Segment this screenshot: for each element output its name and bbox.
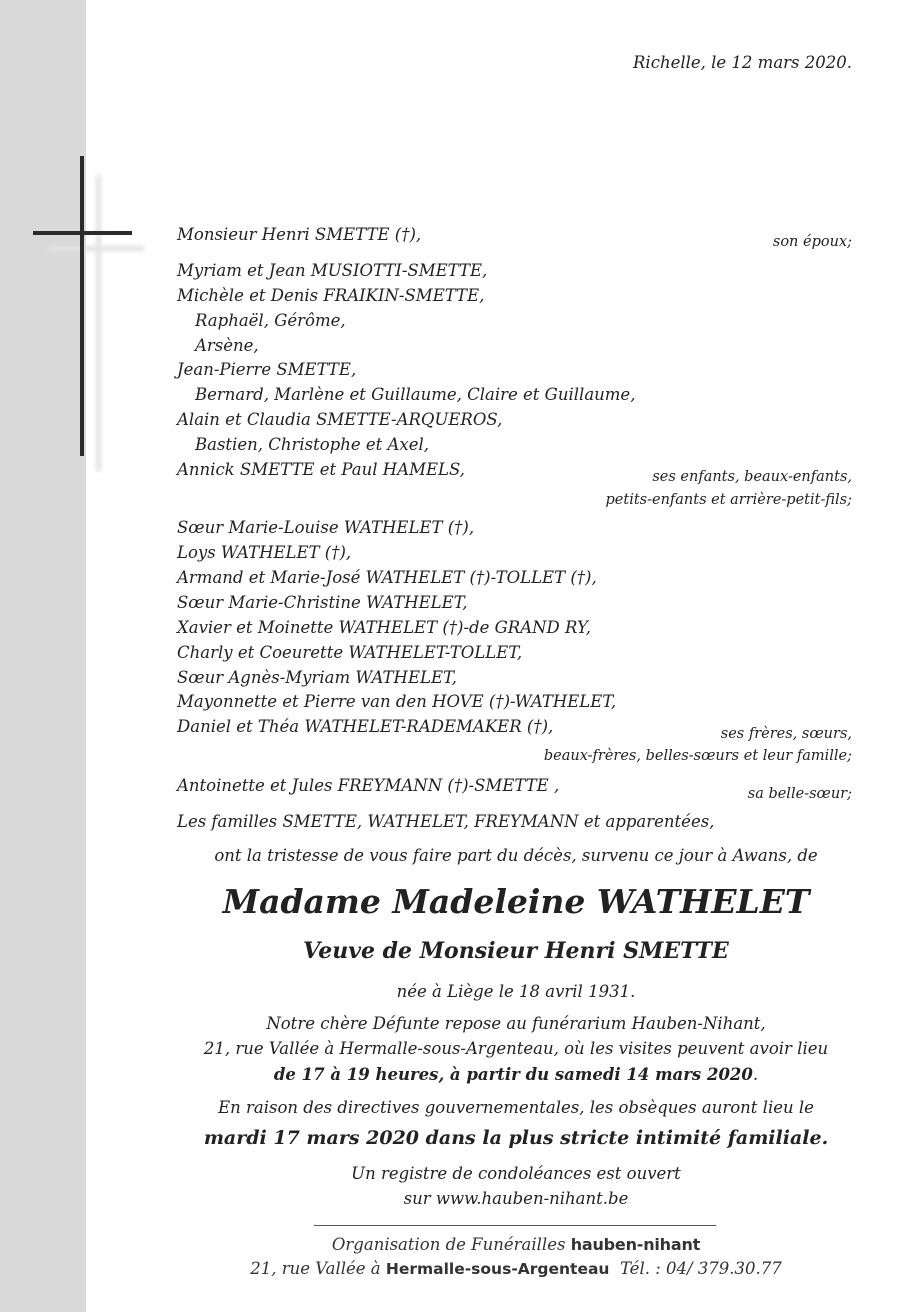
spouse-role: son époux; [772, 234, 852, 250]
address-prefix: 21, rue Vallée à [250, 1259, 381, 1278]
children-role: ses enfants, beaux-enfants, [652, 469, 852, 485]
family-line: Myriam et Jean MUSIOTTI-SMETTE, [177, 261, 488, 280]
visit-hours-bold: de 17 à 19 heures, à partir du samedi 14 mars 2020 [273, 1065, 753, 1084]
family-line: Raphaël, Gérôme, [195, 311, 346, 330]
family-line: Sœur Agnès-Myriam WATHELET, [177, 668, 457, 687]
announcement: ont la tristesse de vous faire part du décès, survenu ce jour à Awans, de [214, 846, 818, 865]
funeral-date: mardi 17 mars 2020 dans la plus stricte intimité familiale. [203, 1127, 829, 1149]
family-line: Loys WATHELET (†), [177, 543, 352, 562]
address-town: Hermalle-sous-Argenteau [385, 1260, 610, 1278]
family-line: Mayonnette et Pierre van den HOVE (†)-WATHELET, [177, 692, 617, 711]
sister-in-law-role: sa belle-sœur; [747, 786, 852, 802]
widow-of: Veuve de Monsieur Henri SMETTE [303, 938, 729, 964]
family-line: Armand et Marie-José WATHELET (†)-TOLLET (†), [177, 568, 597, 587]
condolences-line: Un registre de condoléances est ouvert [351, 1164, 681, 1183]
org-prefix: Organisation de Funérailles [331, 1235, 566, 1254]
deceased-name: Madame Madeleine WATHELET [222, 882, 810, 921]
family-line: Alain et Claudia SMETTE-ARQUEROS, [177, 410, 503, 429]
visit-hours [86, 1065, 918, 1084]
family-line: Daniel et Théa WATHELET-RADEMAKER (†), [177, 717, 554, 736]
footer-address [86, 1259, 918, 1278]
footer-organisation [86, 1235, 918, 1254]
funerarium-line: 21, rue Vallée à Hermalle-sous-Argenteau, où les visites peuvent avoir lieu [203, 1039, 829, 1058]
spouse-name: Monsieur Henri SMETTE (†), [177, 225, 422, 244]
condolences-url[interactable]: sur www.hauben-nihant.be [403, 1189, 629, 1208]
siblings-role: ses frères, sœurs, [720, 726, 852, 742]
family-line: Arsène, [195, 336, 259, 355]
family-line: Michèle et Denis FRAIKIN-SMETTE, [177, 286, 485, 305]
family-line: Xavier et Moinette WATHELET (†)-de GRAND RY, [177, 618, 591, 637]
footer-divider [314, 1225, 716, 1226]
family-line: Jean-Pierre SMETTE, [177, 360, 357, 379]
family-line: Sœur Marie-Louise WATHELET (†), [177, 518, 475, 537]
family-line: Sœur Marie-Christine WATHELET, [177, 593, 468, 612]
siblings-role: beaux-frères, belles-sœurs et leur famille; [543, 748, 852, 764]
families-line: Les familles SMETTE, WATHELET, FREYMANN et apparentées, [177, 812, 715, 831]
sidebar-band [0, 0, 86, 1312]
family-line: Annick SMETTE et Paul HAMELS, [177, 460, 465, 479]
family-line: Antoinette et Jules FREYMANN (†)-SMETTE , [177, 776, 560, 795]
birth-info: née à Liège le 18 avril 1931. [396, 982, 636, 1001]
notice-date: Richelle, le 12 mars 2020. [633, 53, 852, 72]
hauben-nihant-logo: hauben-nihant [570, 1235, 701, 1254]
family-line: Bernard, Marlène et Guillaume, Claire et Guillaume, [195, 385, 636, 404]
visit-hours-end: . [752, 1065, 759, 1084]
funerarium-line: Notre chère Défunte repose au funérarium Hauben-Nihant, [266, 1014, 766, 1033]
family-line: Bastien, Christophe et Axel, [195, 435, 430, 454]
funeral-line: En raison des directives gouvernementales, les obsèques auront lieu le [218, 1098, 814, 1117]
phone: Tél. : 04/ 379.30.77 [619, 1259, 782, 1278]
children-role: petits-enfants et arrière-petit-fils; [605, 492, 852, 508]
family-line: Charly et Coeurette WATHELET-TOLLET, [177, 643, 523, 662]
